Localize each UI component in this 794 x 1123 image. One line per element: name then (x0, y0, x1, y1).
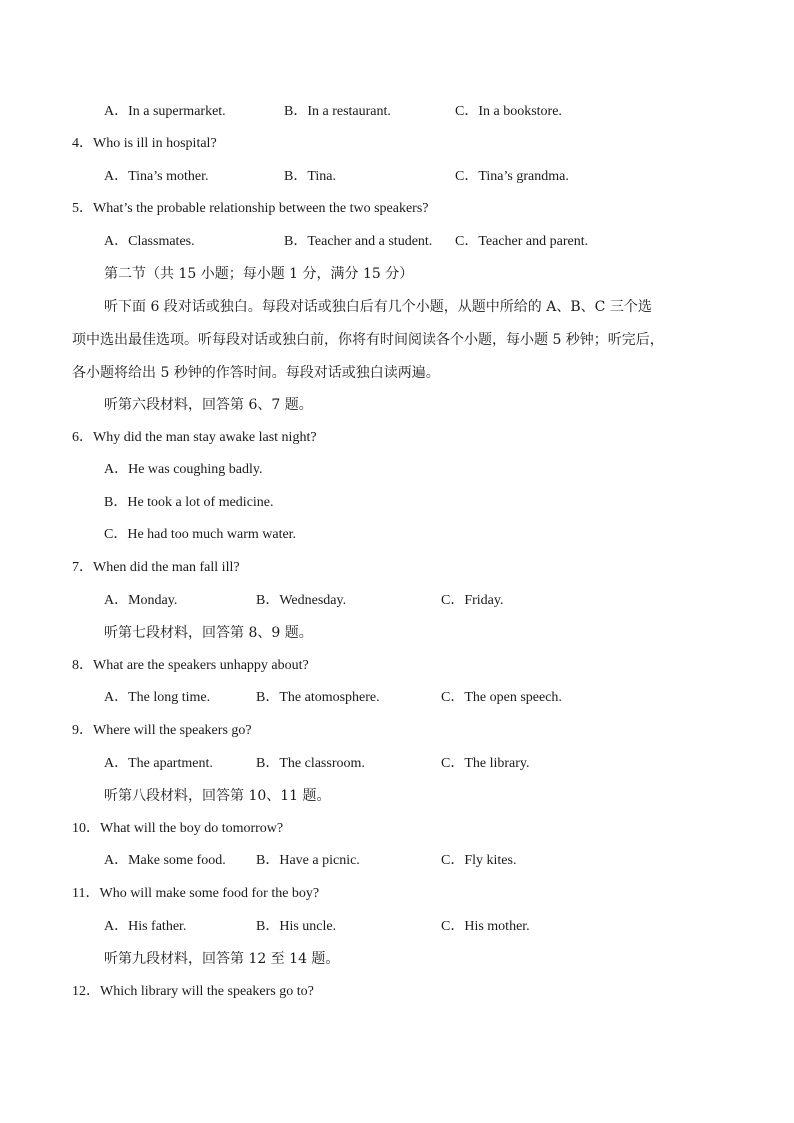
q11-option-c: C．His mother. (441, 919, 530, 934)
q9-option-b: B．The classroom. (256, 756, 365, 771)
section-instructions-line2: 项中选出最佳选项。听每段对话或独白前，你将有时间阅读各个小题，每小题 5 秒钟；听完后， (72, 332, 664, 348)
q10-option-a: A．Make some food. (104, 853, 226, 868)
q8-option-a: A．The long time. (104, 690, 211, 705)
q5-question: 5．What’s the probable relationship between the two speakers? (72, 201, 429, 216)
q7-option-b: B．Wednesday. (256, 593, 347, 608)
q4-question: 4．Who is ill in hospital? (72, 136, 217, 151)
q9-question: 9．Where will the speakers go? (72, 723, 252, 738)
q10-option-b: B．Have a picnic. (256, 853, 360, 868)
q6-option-a: A．He was coughing badly. (104, 462, 263, 477)
material-intro: 听第八段材料，回答第 10、11 题。 (104, 788, 331, 804)
section-instructions-line3: 各小题将给出 5 秒钟的作答时间。每段对话或独白读两遍。 (72, 365, 440, 381)
q6-option-b: B．He took a lot of medicine. (104, 495, 274, 510)
q8-option-c: C．The open speech. (441, 690, 562, 705)
q3-option-c: C．In a bookstore. (455, 104, 562, 119)
q8-question: 8．What are the speakers unhappy about? (72, 658, 309, 673)
q5-option-a: A．Classmates. (104, 234, 195, 249)
section-instructions-line1: 听下面 6 段对话或独白。每段对话或独白后有几个小题，从题中所给的 A、B、C 三个选 (104, 299, 652, 315)
q11-option-b: B．His uncle. (256, 919, 337, 934)
material-intro: 听第七段材料，回答第 8、9 题。 (104, 625, 313, 641)
q6-question: 6．Why did the man stay awake last night? (72, 430, 317, 445)
q7-question: 7．When did the man fall ill? (72, 560, 240, 575)
q4-option-c: C．Tina’s grandma. (455, 169, 569, 184)
q9-option-c: C．The library. (441, 756, 530, 771)
q8-option-b: B．The atomosphere. (256, 690, 380, 705)
section-heading: 第二节（共 15 小题；每小题 1 分，满分 15 分） (104, 266, 414, 282)
q11-question: 11．Who will make some food for the boy? (72, 886, 320, 901)
q10-option-c: C．Fly kites. (441, 853, 517, 868)
q3-option-b: B．In a restaurant. (284, 104, 391, 119)
material-intro: 听第九段材料，回答第 12 至 14 题。 (104, 951, 340, 967)
q3-option-a: A．In a supermarket. (104, 104, 226, 119)
q9-option-a: A．The apartment. (104, 756, 213, 771)
q12-question: 12．Which library will the speakers go to? (72, 984, 314, 999)
q5-option-c: C．Teacher and parent. (455, 234, 589, 249)
q7-option-c: C．Friday. (441, 593, 504, 608)
q11-option-a: A．His father. (104, 919, 187, 934)
q4-option-a: A．Tina’s mother. (104, 169, 209, 184)
q6-option-c: C．He had too much warm water. (104, 527, 297, 542)
q5-option-b: B．Teacher and a student. (284, 234, 433, 249)
q4-option-b: B．Tina. (284, 169, 337, 184)
q10-question: 10．What will the boy do tomorrow? (72, 821, 284, 836)
material-intro: 听第六段材料，回答第 6、7 题。 (104, 397, 313, 413)
q7-option-a: A．Monday. (104, 593, 178, 608)
